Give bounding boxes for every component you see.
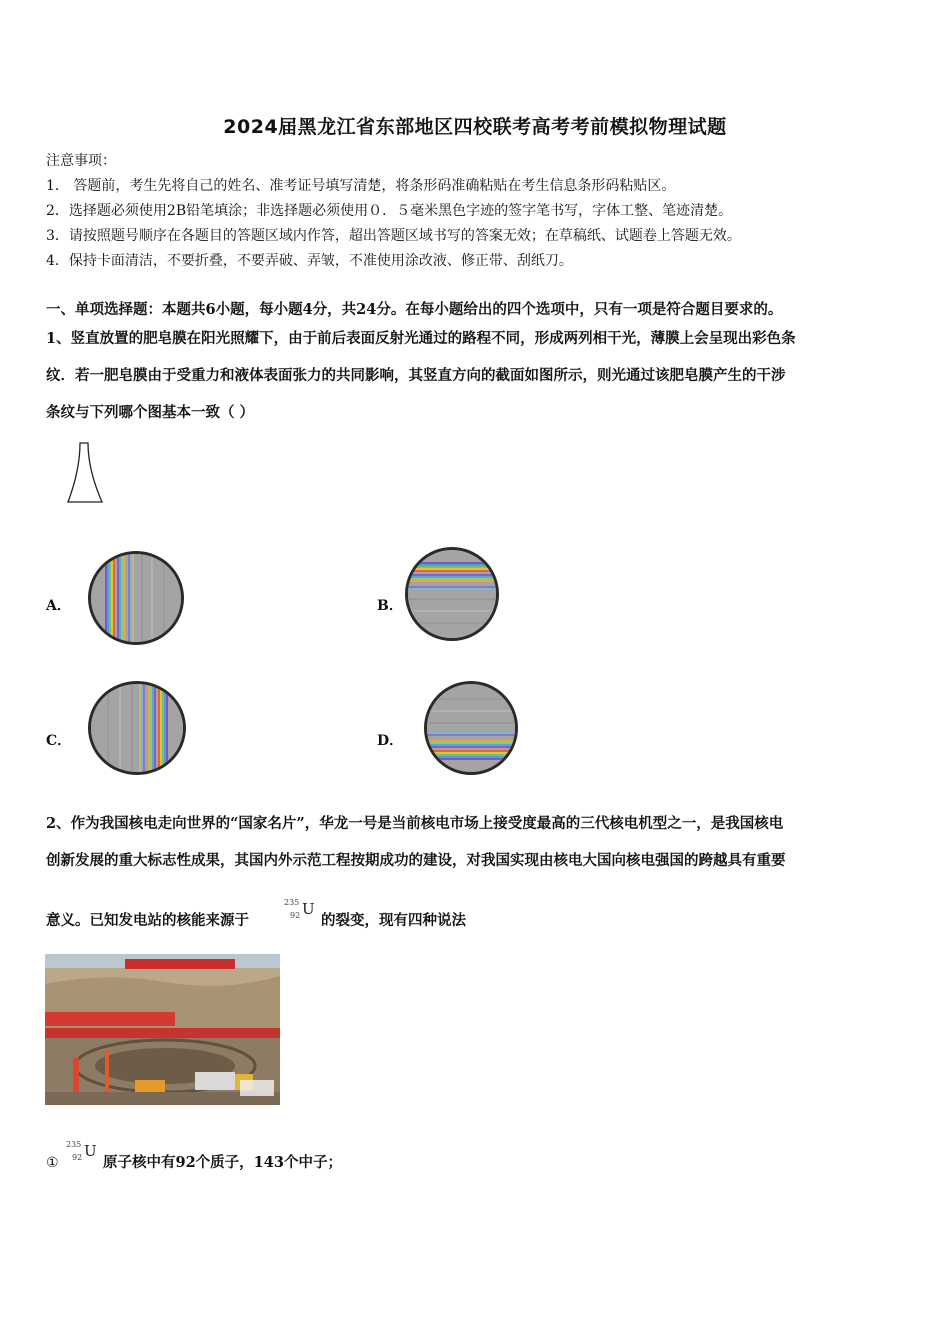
option-c-fringe-image[interactable] (88, 681, 186, 775)
nuclide-u235-statement (64, 1140, 104, 1170)
q2-line-3-suffix: 的裂变，现有四种说法 (321, 912, 466, 929)
construction-site-illustration (45, 954, 280, 1105)
vertical-fringes-right (91, 684, 183, 772)
section-heading: 一、单项选择题：本题共6小题，每小题4分，共24分。在每小题给出的四个选项中，只有一项是符合题目要求的。 (46, 301, 783, 318)
nuclide-mass-number-2: 235 (66, 1140, 82, 1149)
statement-1-text: 原子核中有92个质子，143个中子； (103, 1154, 342, 1171)
nuclide-atomic-number: 92 (290, 911, 301, 920)
horizontal-fringes-top (408, 550, 496, 638)
nuclide-u235 (282, 898, 322, 928)
nuclide-atomic-number-2: 92 (72, 1153, 83, 1162)
horizontal-fringes-bottom (427, 684, 515, 772)
nuclide-mass-number: 235 (284, 898, 300, 907)
option-a-fringe-image[interactable] (88, 551, 184, 645)
q1-line-2: 纹．若一肥皂膜由于受重力和液体表面张力的共同影响，其竖直方向的截面如图所示，则光通过该肥皂膜产生的干涉 (46, 367, 786, 384)
option-d-label[interactable]: D． (377, 733, 404, 749)
notice-item-3: 3．请按照题号顺序在各题目的答题区域内作答，超出答题区域书写的答案无效；在草稿纸、试题卷上答题无效。 (46, 228, 741, 244)
notice-item-2: 2．选择题必须使用2B铅笔填涂；非选择题必须使用０．５毫米黑色字迹的签字笔书写，字体工整、笔迹清楚。 (46, 203, 733, 219)
option-b-fringe-image[interactable] (405, 547, 499, 641)
option-b-label[interactable]: B． (377, 598, 403, 614)
nuclide-symbol: U (302, 900, 315, 918)
page-title: 2024届黑龙江省东部地区四校联考高考考前模拟物理试题 (223, 116, 727, 138)
notice-item-1: 1． 答题前，考生先将自己的姓名、准考证号填写清楚，将条形码准确粘贴在考生信息条形码粘贴区。 (46, 178, 676, 194)
option-a-label[interactable]: A． (46, 598, 71, 614)
option-d-fringe-image[interactable] (424, 681, 518, 775)
q2-line-1: 2、作为我国核电走向世界的“国家名片”，华龙一号是当前核电市场上接受度最高的三代核电机型之一，是我国核电 (46, 815, 784, 832)
nuclide-symbol-2: U (84, 1142, 97, 1160)
notice-heading: 注意事项： (46, 153, 116, 169)
q2-line-2: 创新发展的重大标志性成果，其国内外示范工程按期成功的建设，对我国实现由核电大国向核电强国的跨越具有重要 (46, 852, 786, 869)
q1-line-3: 条纹与下列哪个图基本一致（ ） (46, 404, 255, 421)
nuclear-plant-construction-photo (45, 954, 280, 1105)
statement-1-marker: ① (46, 1155, 59, 1171)
notice-item-4: 4．保持卡面清洁，不要折叠，不要弄破、弄皱，不准使用涂改液、修正带、刮纸刀。 (46, 253, 573, 269)
option-c-label[interactable]: C． (46, 733, 72, 749)
vertical-fringes-left (91, 554, 181, 642)
q1-line-1: 1、竖直放置的肥皂膜在阳光照耀下，由于前后表面反射光通过的路程不同，形成两列相干光，薄膜上会呈现出彩色条 (46, 330, 796, 347)
film-cross-section-figure (60, 440, 110, 506)
q2-line-3-prefix: 意义。已知发电站的核能来源于 (46, 912, 249, 929)
